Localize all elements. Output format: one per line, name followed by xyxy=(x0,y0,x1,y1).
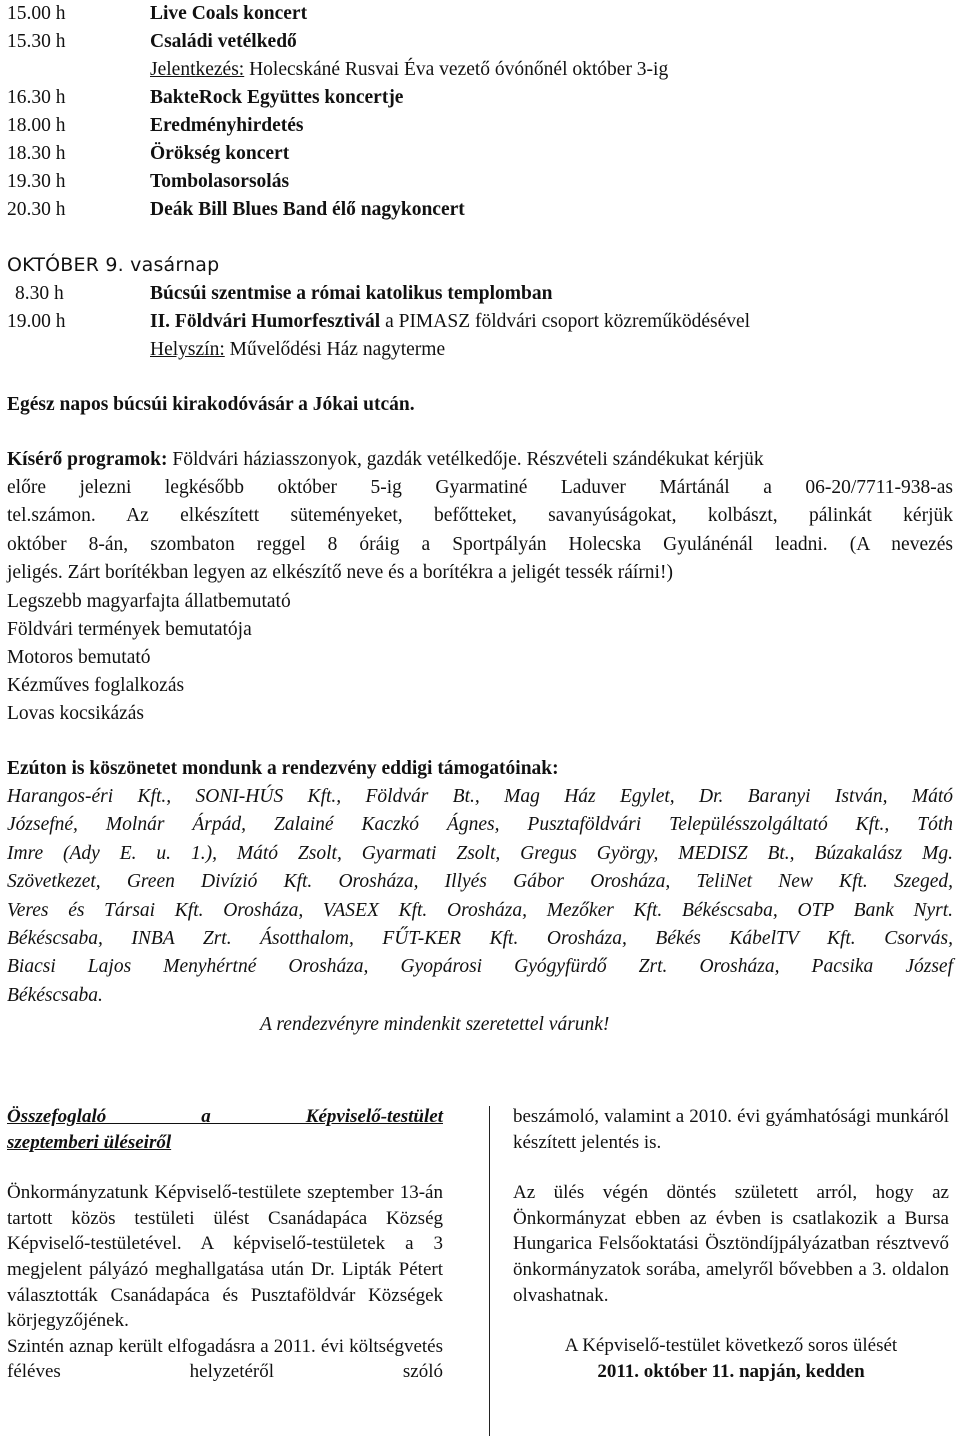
sponsor-line: Békéscsaba, INBA Zrt. Ásotthalom, FŰT-KER Kft. Orosháza, Békés KábelTV Kft. Csorvás, xyxy=(7,928,953,950)
text-line: október 8-án, szombaton reggel 8 óráig a Sportpályán Holecska Gyulánénál leadni. (A nevezés xyxy=(7,533,953,555)
side-programs-label: Kísérő programok: xyxy=(7,449,168,470)
registration-text: Holecskáné Rusvai Éva vezető óvónőnél október 3-ig xyxy=(244,59,669,80)
schedule-time: 8.30 h xyxy=(15,283,64,304)
sponsor-line: Harangos-éri Kft., SONI-HÚS Kft., Földvár Bt., Mag Ház Egylet, Dr. Baranyi István, Mátó xyxy=(7,786,953,807)
sponsor-line: Szövetkezet, Green Divízió Kft. Orosháza, Illyés Gábor Orosháza, TeliNet New Kft. Szeged, xyxy=(7,871,953,893)
schedule-time: 18.00 h xyxy=(7,115,66,136)
summary-title-line1: Összefoglaló a Képviselő-testület xyxy=(7,1106,443,1127)
text-line: előre jelezni legkésőbb október 5-ig Gyarmatiné Laduver Mártánál a 06-20/7711-938-as xyxy=(7,477,953,498)
summary-left-column xyxy=(7,1104,443,1385)
schedule-title: Örökség koncert xyxy=(150,143,290,164)
sponsor-line: Józsefné, Molnár Árpád, Zalainé Kaczkó Ágnes, Pusztaföldvári Településszolgáltató Kft., Tóth xyxy=(7,814,953,836)
day-header-date: OKTÓBER 9. xyxy=(7,254,124,276)
schedule-time: 19.30 h xyxy=(7,171,66,192)
program-item: Kézműves foglalkozás xyxy=(7,675,185,696)
day-header xyxy=(7,251,219,279)
sponsor-line: Imre (Ady E. u. 1.), Mátó Zsolt, Gyarmati Zsolt, Gregus György, MEDISZ Bt., Búzakalász Mg. xyxy=(7,842,953,864)
registration-label: Jelentkezés: xyxy=(150,59,245,80)
schedule-title: Eredményhirdetés xyxy=(150,115,304,136)
summary-paragraph: beszámoló, valamint a 2010. évi gyámhatósági munkáról készített jelentés is. xyxy=(513,1106,949,1153)
fair-notice: Egész napos búcsúi kirakodóvásár a Jókai utcán. xyxy=(7,394,415,415)
schedule-suffix: a PIMASZ földvári csoport közreműködésével xyxy=(380,311,751,332)
schedule-title: II. Földvári Humorfesztivál xyxy=(150,311,381,332)
next-meeting-text: A Képviselő-testület következő soros ülését xyxy=(564,1335,898,1357)
schedule-time: 18.30 h xyxy=(7,143,66,164)
thanks-heading: Ezúton is köszönetet mondunk a rendezvény eddigi támogatóinak: xyxy=(7,758,559,779)
schedule-time: 20.30 h xyxy=(7,199,66,220)
next-meeting-date: 2011. október 11. napján, kedden xyxy=(597,1360,865,1382)
text-line: jeligés. Zárt borítékban legyen az elkészítő neve és a borítékra a jeligét tessék ráírni!) xyxy=(7,562,673,584)
schedule-title: Búcsúi szentmise a római katolikus templomban xyxy=(150,283,553,304)
program-item: Lovas kocsikázás xyxy=(7,703,144,724)
sponsor-list xyxy=(7,783,953,1010)
schedule-title: Deák Bill Blues Band élő nagykoncert xyxy=(150,199,465,220)
sponsor-line: Biacsi Lajos Menyhértné Orosháza, Gyopárosi Gyógyfürdő Zrt. Orosháza, Pacsika József xyxy=(7,956,953,978)
schedule-title: Tombolasorsolás xyxy=(150,171,290,192)
day-header-weekday: vasárnap xyxy=(123,254,220,276)
program-item: Motoros bemutató xyxy=(7,647,151,668)
summary-paragraph: Az ülés végén döntés született arról, hogy az Önkormányzat ebben az évben is csatlakozik a Bursa Hungarica Felsőoktatási Ösztöndíjpályázatban résztvevő önkormányzatok sorába, amelyről bővebben a 3. oldalon olvashatnak. xyxy=(513,1182,949,1306)
schedule-time: 15.00 h xyxy=(7,3,66,24)
schedule-title: Családi vetélkedő xyxy=(150,31,297,52)
sponsor-line: Békéscsaba. xyxy=(7,984,103,1006)
summary-right-column xyxy=(513,1104,949,1384)
schedule-time: 16.30 h xyxy=(7,87,66,108)
schedule-time: 15.30 h xyxy=(7,31,66,52)
schedule-title: BakteRock Együttes koncertje xyxy=(150,87,404,108)
summary-paragraph: Szintén aznap került elfogadásra a 2011. évi költségvetés féléves helyzetéről szóló xyxy=(7,1335,443,1383)
column-divider xyxy=(489,1106,490,1436)
side-programs-line xyxy=(7,446,764,474)
side-programs-intro: Földvári háziasszonyok, gazdák vetélkedője. xyxy=(167,449,522,470)
venue-text: Művelődési Ház nagyterme xyxy=(224,339,446,360)
schedule-time: 19.00 h xyxy=(7,311,66,332)
text-line: tel.számon. Az elkészített süteményeket, befőtteket, savanyúságokat, kolbászt, pálinkát kérjük xyxy=(7,505,953,527)
closing-line: A rendezvényre mindenkit szeretettel várunk! xyxy=(260,1014,610,1035)
schedule-title: Live Coals koncert xyxy=(150,3,308,24)
side-programs-rest: Részvételi szándékukat kérjük xyxy=(521,449,764,470)
program-item: Legszebb magyarfajta állatbemutató xyxy=(7,591,291,612)
venue-label: Helyszín: xyxy=(150,339,225,360)
summary-paragraph: Önkormányzatunk Képviselő-testülete szeptember 13-án tartott közös testületi ülést Csanádapáca Község Képviselő-testületével. A képviselő-testületek a 3 megjelent pályázó meghallgatása után Dr. Lipták Pétert választották Csanádapáca és Pusztaföldvár Községek körjegyzőjének. xyxy=(7,1182,443,1332)
program-item: Földvári termények bemutatója xyxy=(7,619,252,640)
side-programs-text xyxy=(7,474,953,588)
sponsor-line: Veres és Társai Kft. Orosháza, VASEX Kft. Orosháza, Mezőker Kft. Békéscsaba, OTP Bank Nyrt. xyxy=(7,899,953,921)
summary-title-line2: szeptemberi üléseiről xyxy=(7,1131,172,1153)
